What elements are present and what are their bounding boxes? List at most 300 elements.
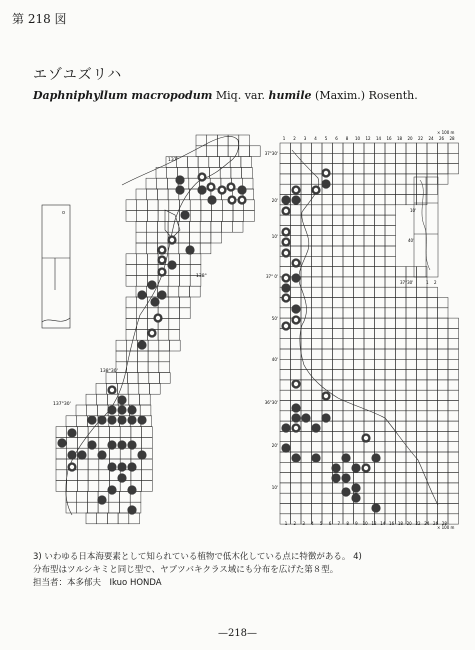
- altitude-grid-cell: [354, 174, 365, 184]
- altitude-occurrence-ring-inner: [284, 276, 288, 280]
- bottom-tick-label: 4: [311, 521, 314, 526]
- top-tick-label: 8: [345, 136, 349, 141]
- altitude-grid-cell: [375, 339, 386, 349]
- altitude-grid-cell: [438, 298, 449, 308]
- altitude-grid-cell: [385, 390, 396, 400]
- altitude-occurrence-ring-inner: [284, 240, 288, 244]
- altitude-grid-cell: [427, 143, 438, 153]
- altitude-grid-cell: [280, 370, 291, 380]
- altitude-grid-cell: [375, 246, 386, 256]
- bottom-tick-label: 28: [441, 521, 447, 526]
- altitude-grid-cell: [364, 339, 375, 349]
- altitude-grid-cell: [406, 184, 417, 194]
- altitude-grid-cell: [364, 390, 375, 400]
- altitude-grid-cell: [438, 390, 449, 400]
- altitude-grid-cell: [280, 504, 291, 514]
- top-tick-label: 3: [303, 136, 307, 141]
- altitude-grid-cell: [291, 442, 302, 452]
- altitude-grid-cell: [322, 328, 333, 338]
- altitude-grid-cell: [312, 277, 323, 287]
- altitude-grid-cell: [396, 184, 407, 194]
- altitude-grid-cell: [396, 143, 407, 153]
- altitude-grid-cell: [301, 318, 312, 328]
- altitude-occurrence-filled: [331, 463, 340, 472]
- altitude-grid-cell: [333, 493, 344, 503]
- altitude-grid-cell: [322, 493, 333, 503]
- altitude-grid-cell: [280, 153, 291, 163]
- altitude-grid-cell: [301, 380, 312, 390]
- altitude-grid-cell: [417, 483, 428, 493]
- top-tick-label: 18: [396, 136, 403, 141]
- altitude-grid-cell: [438, 442, 449, 452]
- altitude-grid-cell: [385, 164, 396, 174]
- altitude-grid-cell: [406, 401, 417, 411]
- altitude-grid-cell: [354, 390, 365, 400]
- altitude-grid-cell: [333, 349, 344, 359]
- altitude-grid-cell: [396, 318, 407, 328]
- altitude-grid-cell: [312, 215, 323, 225]
- altitude-grid-cell: [375, 411, 386, 421]
- altitude-grid-cell: [427, 328, 438, 338]
- altitude-grid-cell: [301, 256, 312, 266]
- altitude-grid-cell: [417, 153, 428, 163]
- altitude-grid-cell: [406, 328, 417, 338]
- altitude-occurrence-ring-inner: [284, 324, 288, 328]
- altitude-grid-cell: [312, 483, 323, 493]
- altitude-grid-cell: [375, 359, 386, 369]
- altitude-grid-cell: [417, 380, 428, 390]
- altitude-grid-cell: [354, 195, 365, 205]
- altitude-grid-cell: [354, 370, 365, 380]
- altitude-grid-cell: [291, 431, 302, 441]
- altitude-grid-cell: [333, 431, 344, 441]
- altitude-grid-cell: [427, 452, 438, 462]
- latitude-label: 40': [271, 357, 278, 362]
- altitude-grid-cell: [364, 493, 375, 503]
- altitude-grid-cell: [448, 401, 459, 411]
- altitude-grid-cell: [301, 421, 312, 431]
- genus-species: Daphniphyllum macropodum: [33, 89, 213, 102]
- altitude-grid-cell: [396, 298, 407, 308]
- altitude-grid-cell: [301, 401, 312, 411]
- altitude-grid-cell: [375, 143, 386, 153]
- altitude-grid-cell: [375, 462, 386, 472]
- altitude-grid-cell: [448, 390, 459, 400]
- inset-tick-1: 1: [426, 280, 429, 285]
- top-tick-label: 20: [407, 136, 413, 141]
- lon-label-13730: 137°30': [53, 402, 71, 407]
- altitude-grid-cell: [427, 359, 438, 369]
- altitude-grid-cell: [427, 473, 438, 483]
- altitude-grid-cell: [343, 328, 354, 338]
- bottom-tick-label: 6: [328, 521, 332, 526]
- altitude-grid-cell: [385, 401, 396, 411]
- altitude-grid-cell: [385, 339, 396, 349]
- altitude-grid-cell: [396, 483, 407, 493]
- altitude-grid-cell: [354, 380, 365, 390]
- altitude-grid-cell: [312, 164, 323, 174]
- altitude-occurrence-filled: [291, 304, 300, 313]
- altitude-grid-cell: [427, 411, 438, 421]
- altitude-grid-cell: [291, 174, 302, 184]
- altitude-grid-cell: [427, 318, 438, 328]
- altitude-grid-cell: [343, 431, 354, 441]
- altitude-grid-cell: [312, 205, 323, 215]
- altitude-grid-cell: [396, 153, 407, 163]
- altitude-grid-cell: [406, 431, 417, 441]
- altitude-grid-cell: [417, 390, 428, 400]
- altitude-grid-cell: [406, 493, 417, 503]
- altitude-grid-cell: [354, 246, 365, 256]
- japanese-species-name: エゾユズリハ: [33, 67, 123, 83]
- bottom-tick-label: 3: [302, 521, 305, 526]
- altitude-grid-cell: [396, 380, 407, 390]
- altitude-grid-cell: [280, 143, 291, 153]
- altitude-grid-cell: [438, 380, 449, 390]
- altitude-grid-cell: [417, 349, 428, 359]
- altitude-grid-cell: [291, 246, 302, 256]
- altitude-grid-cell: [427, 153, 438, 163]
- altitude-grid-cell: [406, 195, 417, 205]
- bottom-tick-label: 2: [293, 521, 297, 526]
- altitude-grid-cell: [406, 473, 417, 483]
- altitude-grid-cell: [354, 277, 365, 287]
- notes: [33, 551, 362, 590]
- altitude-grid-cell: [333, 339, 344, 349]
- altitude-grid-cell: [333, 195, 344, 205]
- altitude-grid-cell: [448, 380, 459, 390]
- altitude-grid-cell: [301, 267, 312, 277]
- altitude-grid-cell: [280, 184, 291, 194]
- altitude-grid-cell: [406, 287, 417, 297]
- altitude-occurrence-filled: [351, 483, 360, 492]
- altitude-grid-cell: [427, 339, 438, 349]
- altitude-grid-cell: [322, 236, 333, 246]
- altitude-grid-cell: [375, 401, 386, 411]
- altitude-grid-cell: [312, 195, 323, 205]
- altitude-grid-cell: [322, 318, 333, 328]
- altitude-occurrence-ring-inner: [324, 394, 328, 398]
- altitude-grid-cell: [385, 287, 396, 297]
- altitude-grid-cell: [280, 452, 291, 462]
- altitude-grid-cell: [396, 421, 407, 431]
- altitude-grid-cell: [343, 359, 354, 369]
- altitude-grid-cell: [364, 236, 375, 246]
- altitude-grid-cell: [312, 267, 323, 277]
- bottom-tick-label: 18: [397, 521, 403, 526]
- altitude-grid-cell: [280, 339, 291, 349]
- altitude-grid-cell: [333, 370, 344, 380]
- altitude-grid-cell: [301, 339, 312, 349]
- altitude-grid-cell: [312, 359, 323, 369]
- altitude-grid-cell: [364, 328, 375, 338]
- altitude-grid-cell: [280, 215, 291, 225]
- altitude-grid-cell: [364, 256, 375, 266]
- altitude-grid-cell: [385, 328, 396, 338]
- altitude-grid-cell: [291, 349, 302, 359]
- altitude-grid-cell: [312, 462, 323, 472]
- altitude-grid-cell: [375, 153, 386, 163]
- altitude-grid-cell: [427, 380, 438, 390]
- altitude-grid-cell: [448, 411, 459, 421]
- altitude-occurrence-filled: [301, 413, 310, 422]
- altitude-grid-cell: [417, 421, 428, 431]
- altitude-grid-cell: [417, 164, 428, 174]
- altitude-grid-cell: [427, 442, 438, 452]
- altitude-grid-cell: [448, 504, 459, 514]
- altitude-grid-cell: [375, 267, 386, 277]
- altitude-grid-cell: [333, 411, 344, 421]
- altitude-occurrence-filled: [291, 453, 300, 462]
- altitude-grid-cell: [312, 442, 323, 452]
- altitude-grid-cell: [364, 205, 375, 215]
- altitude-grid-cell: [438, 411, 449, 421]
- altitude-grid-cell: [364, 483, 375, 493]
- altitude-grid-cell: [427, 349, 438, 359]
- altitude-grid-cell: [417, 318, 428, 328]
- altitude-grid-cell: [280, 483, 291, 493]
- altitude-grid-cell: [448, 473, 459, 483]
- altitude-grid-cell: [322, 277, 333, 287]
- altitude-grid-cell: [438, 359, 449, 369]
- altitude-grid-cell: [396, 462, 407, 472]
- altitude-grid-cell: [322, 287, 333, 297]
- altitude-grid-cell: [291, 205, 302, 215]
- altitude-grid-cell: [375, 256, 386, 266]
- altitude-grid-cell: [322, 143, 333, 153]
- altitude-grid-cell: [333, 246, 344, 256]
- altitude-grid-cell: [343, 153, 354, 163]
- altitude-grid-cell: [354, 473, 365, 483]
- altitude-grid-cell: [385, 153, 396, 163]
- altitude-grid-cell: [364, 164, 375, 174]
- altitude-grid-cell: [417, 308, 428, 318]
- altitude-grid-cell: [343, 195, 354, 205]
- altitude-grid-cell: [375, 298, 386, 308]
- altitude-grid-cell: [448, 143, 459, 153]
- altitude-grid-cell: [364, 153, 375, 163]
- altitude-grid-cell: [396, 401, 407, 411]
- altitude-grid-cell: [301, 462, 312, 472]
- altitude-grid-cell: [343, 370, 354, 380]
- altitude-grid-cell: [343, 298, 354, 308]
- lon-label-13830: 138°30': [100, 369, 118, 374]
- altitude-grid-cell: [322, 452, 333, 462]
- altitude-grid-cell: [333, 318, 344, 328]
- altitude-grid-cell: [291, 143, 302, 153]
- altitude-grid-cell: [343, 442, 354, 452]
- altitude-grid-cell: [354, 298, 365, 308]
- altitude-grid-cell: [396, 493, 407, 503]
- latitude-label: 20': [271, 198, 278, 203]
- altitude-grid-cell: [354, 359, 365, 369]
- altitude-grid-cell: [333, 236, 344, 246]
- altitude-occurrence-ring-inner: [284, 251, 288, 255]
- bottom-tick-label: 1: [284, 521, 288, 526]
- altitude-grid-cell: [406, 153, 417, 163]
- altitude-grid-cell: [354, 401, 365, 411]
- note-line-2: 分布型はツルシキミと同じ型で、ヤブツバキクラス域にも分布を広げた第８型。: [33, 565, 339, 575]
- top-tick-label: 6: [335, 136, 338, 141]
- altitude-grid-cell: [291, 462, 302, 472]
- altitude-grid-cell: [375, 205, 386, 215]
- top-tick-label: 10: [354, 136, 361, 141]
- altitude-occurrence-ring-inner: [294, 188, 298, 192]
- altitude-grid-cell: [375, 287, 386, 297]
- altitude-grid-cell: [385, 308, 396, 318]
- altitude-grid-cell: [448, 328, 459, 338]
- altitude-grid-cell: [333, 359, 344, 369]
- altitude-grid-cell: [343, 256, 354, 266]
- altitude-grid-cell: [438, 174, 449, 184]
- altitude-grid-cell: [322, 359, 333, 369]
- latitude-label: 10': [271, 485, 278, 490]
- altitude-occurrence-filled: [291, 273, 300, 282]
- altitude-grid-cell: [301, 483, 312, 493]
- altitude-occurrence-ring-inner: [294, 261, 298, 265]
- altitude-grid-cell: [333, 308, 344, 318]
- altitude-grid-cell: [301, 370, 312, 380]
- altitude-grid-cell: [417, 370, 428, 380]
- altitude-grid-cell: [354, 184, 365, 194]
- altitude-grid-cell: [406, 349, 417, 359]
- altitude-grid-cell: [417, 401, 428, 411]
- altitude-grid-cell: [312, 328, 323, 338]
- altitude-grid-cell: [301, 195, 312, 205]
- altitude-grid-cell: [333, 452, 344, 462]
- top-tick-label: 4: [314, 136, 317, 141]
- altitude-grid-cell: [417, 493, 428, 503]
- altitude-grid-cell: [364, 380, 375, 390]
- altitude-grid-cell: [312, 339, 323, 349]
- altitude-grid-cell: [438, 164, 449, 174]
- altitude-occurrence-filled: [281, 283, 290, 292]
- altitude-grid-cell: [364, 267, 375, 277]
- top-tick-label: 26: [438, 136, 445, 141]
- altitude-grid-cell: [438, 308, 449, 318]
- altitude-occurrence-filled: [351, 463, 360, 472]
- altitude-grid-cell: [385, 462, 396, 472]
- altitude-grid-cell: [448, 483, 459, 493]
- altitude-grid-cell: [417, 504, 428, 514]
- altitude-grid-cell: [396, 164, 407, 174]
- top-tick-label: 12: [365, 136, 371, 141]
- altitude-grid-cell: [312, 246, 323, 256]
- altitude-grid-cell: [448, 493, 459, 503]
- altitude-grid-cell: [301, 493, 312, 503]
- altitude-grid-cell: [354, 215, 365, 225]
- altitude-grid-cell: [385, 483, 396, 493]
- bottom-tick-label: 24: [424, 521, 430, 526]
- altitude-grid-cell: [322, 339, 333, 349]
- altitude-grid-cell: [301, 431, 312, 441]
- altitude-grid-cell: [385, 256, 396, 266]
- altitude-grid-cell: [364, 174, 375, 184]
- altitude-grid-cell: [364, 298, 375, 308]
- bottom-tick-label: 26: [433, 521, 439, 526]
- altitude-occurrence-filled: [291, 195, 300, 204]
- altitude-grid-cell: [438, 339, 449, 349]
- altitude-grid-cell: [301, 164, 312, 174]
- bottom-tick-label: 8: [346, 521, 349, 526]
- altitude-occurrence-filled: [371, 503, 380, 512]
- altitude-grid-cell: [364, 349, 375, 359]
- altitude-grid-cell: [406, 390, 417, 400]
- altitude-grid-cell: [406, 421, 417, 431]
- altitude-grid-cell: [343, 380, 354, 390]
- altitude-grid-cell: [322, 504, 333, 514]
- altitude-grid-cell: [448, 462, 459, 472]
- altitude-grid-cell: [291, 504, 302, 514]
- altitude-grid-cell: [364, 359, 375, 369]
- altitude-occurrence-ring-inner: [284, 296, 288, 300]
- altitude-grid-cell: [354, 318, 365, 328]
- altitude-grid-cell: [301, 349, 312, 359]
- altitude-grid-cell: [333, 421, 344, 431]
- altitude-grid-cell: [427, 164, 438, 174]
- altitude-grid-cell: [417, 411, 428, 421]
- altitude-grid-cell: [375, 328, 386, 338]
- altitude-grid-cell: [385, 380, 396, 390]
- altitude-grid-cell: [301, 504, 312, 514]
- altitude-grid-cell: [364, 184, 375, 194]
- latitude-label: 50': [271, 316, 278, 321]
- latitude-labels: [265, 151, 278, 490]
- altitude-grid-cell: [417, 287, 428, 297]
- altitude-grid-cell: [280, 390, 291, 400]
- altitude-grid-cell: [438, 421, 449, 431]
- altitude-grid-cell: [438, 504, 449, 514]
- altitude-occurrence-filled: [341, 453, 350, 462]
- altitude-grid-cell: [385, 493, 396, 503]
- top-axis-unit: × 100 m: [437, 130, 455, 135]
- bottom-tick-label: 9: [355, 521, 358, 526]
- altitude-grid-cell: [322, 225, 333, 235]
- altitude-grid-cell: [417, 431, 428, 441]
- altitude-grid-cell: [312, 493, 323, 503]
- altitude-grid-cell: [322, 421, 333, 431]
- altitude-grid-cell: [312, 504, 323, 514]
- bottom-tick-label: 20: [406, 521, 412, 526]
- altitude-grid-cell: [364, 143, 375, 153]
- altitude-occurrence-filled: [331, 473, 340, 482]
- latitude-label: 36°30': [264, 400, 278, 405]
- inset-label-3: 37°30': [400, 280, 414, 285]
- altitude-grid-cell: [354, 339, 365, 349]
- bottom-axis-unit: × 100 m: [437, 525, 455, 530]
- altitude-grid-cell: [333, 287, 344, 297]
- altitude-grid-cell: [417, 184, 428, 194]
- altitude-grid-cell: [385, 184, 396, 194]
- altitude-grid-cell: [438, 473, 449, 483]
- altitude-grid-cell: [364, 287, 375, 297]
- altitude-grid-cell: [312, 370, 323, 380]
- altitude-grid-cell: [291, 473, 302, 483]
- altitude-grid-cell: [364, 215, 375, 225]
- altitude-grid-cell: [427, 401, 438, 411]
- altitude-occurrence-ring-inner: [324, 171, 328, 175]
- altitude-grid-cell: [322, 205, 333, 215]
- latitude-label: 20': [271, 443, 278, 448]
- altitude-grid-cell: [375, 421, 386, 431]
- altitude-grid-cell: [333, 184, 344, 194]
- altitude-grid-cell: [312, 349, 323, 359]
- altitude-grid-cell: [406, 318, 417, 328]
- latitude-label: 37°30': [264, 151, 278, 156]
- bottom-tick-label: 14: [380, 521, 386, 526]
- altitude-grid-cell: [438, 401, 449, 411]
- altitude-grid-cell: [385, 298, 396, 308]
